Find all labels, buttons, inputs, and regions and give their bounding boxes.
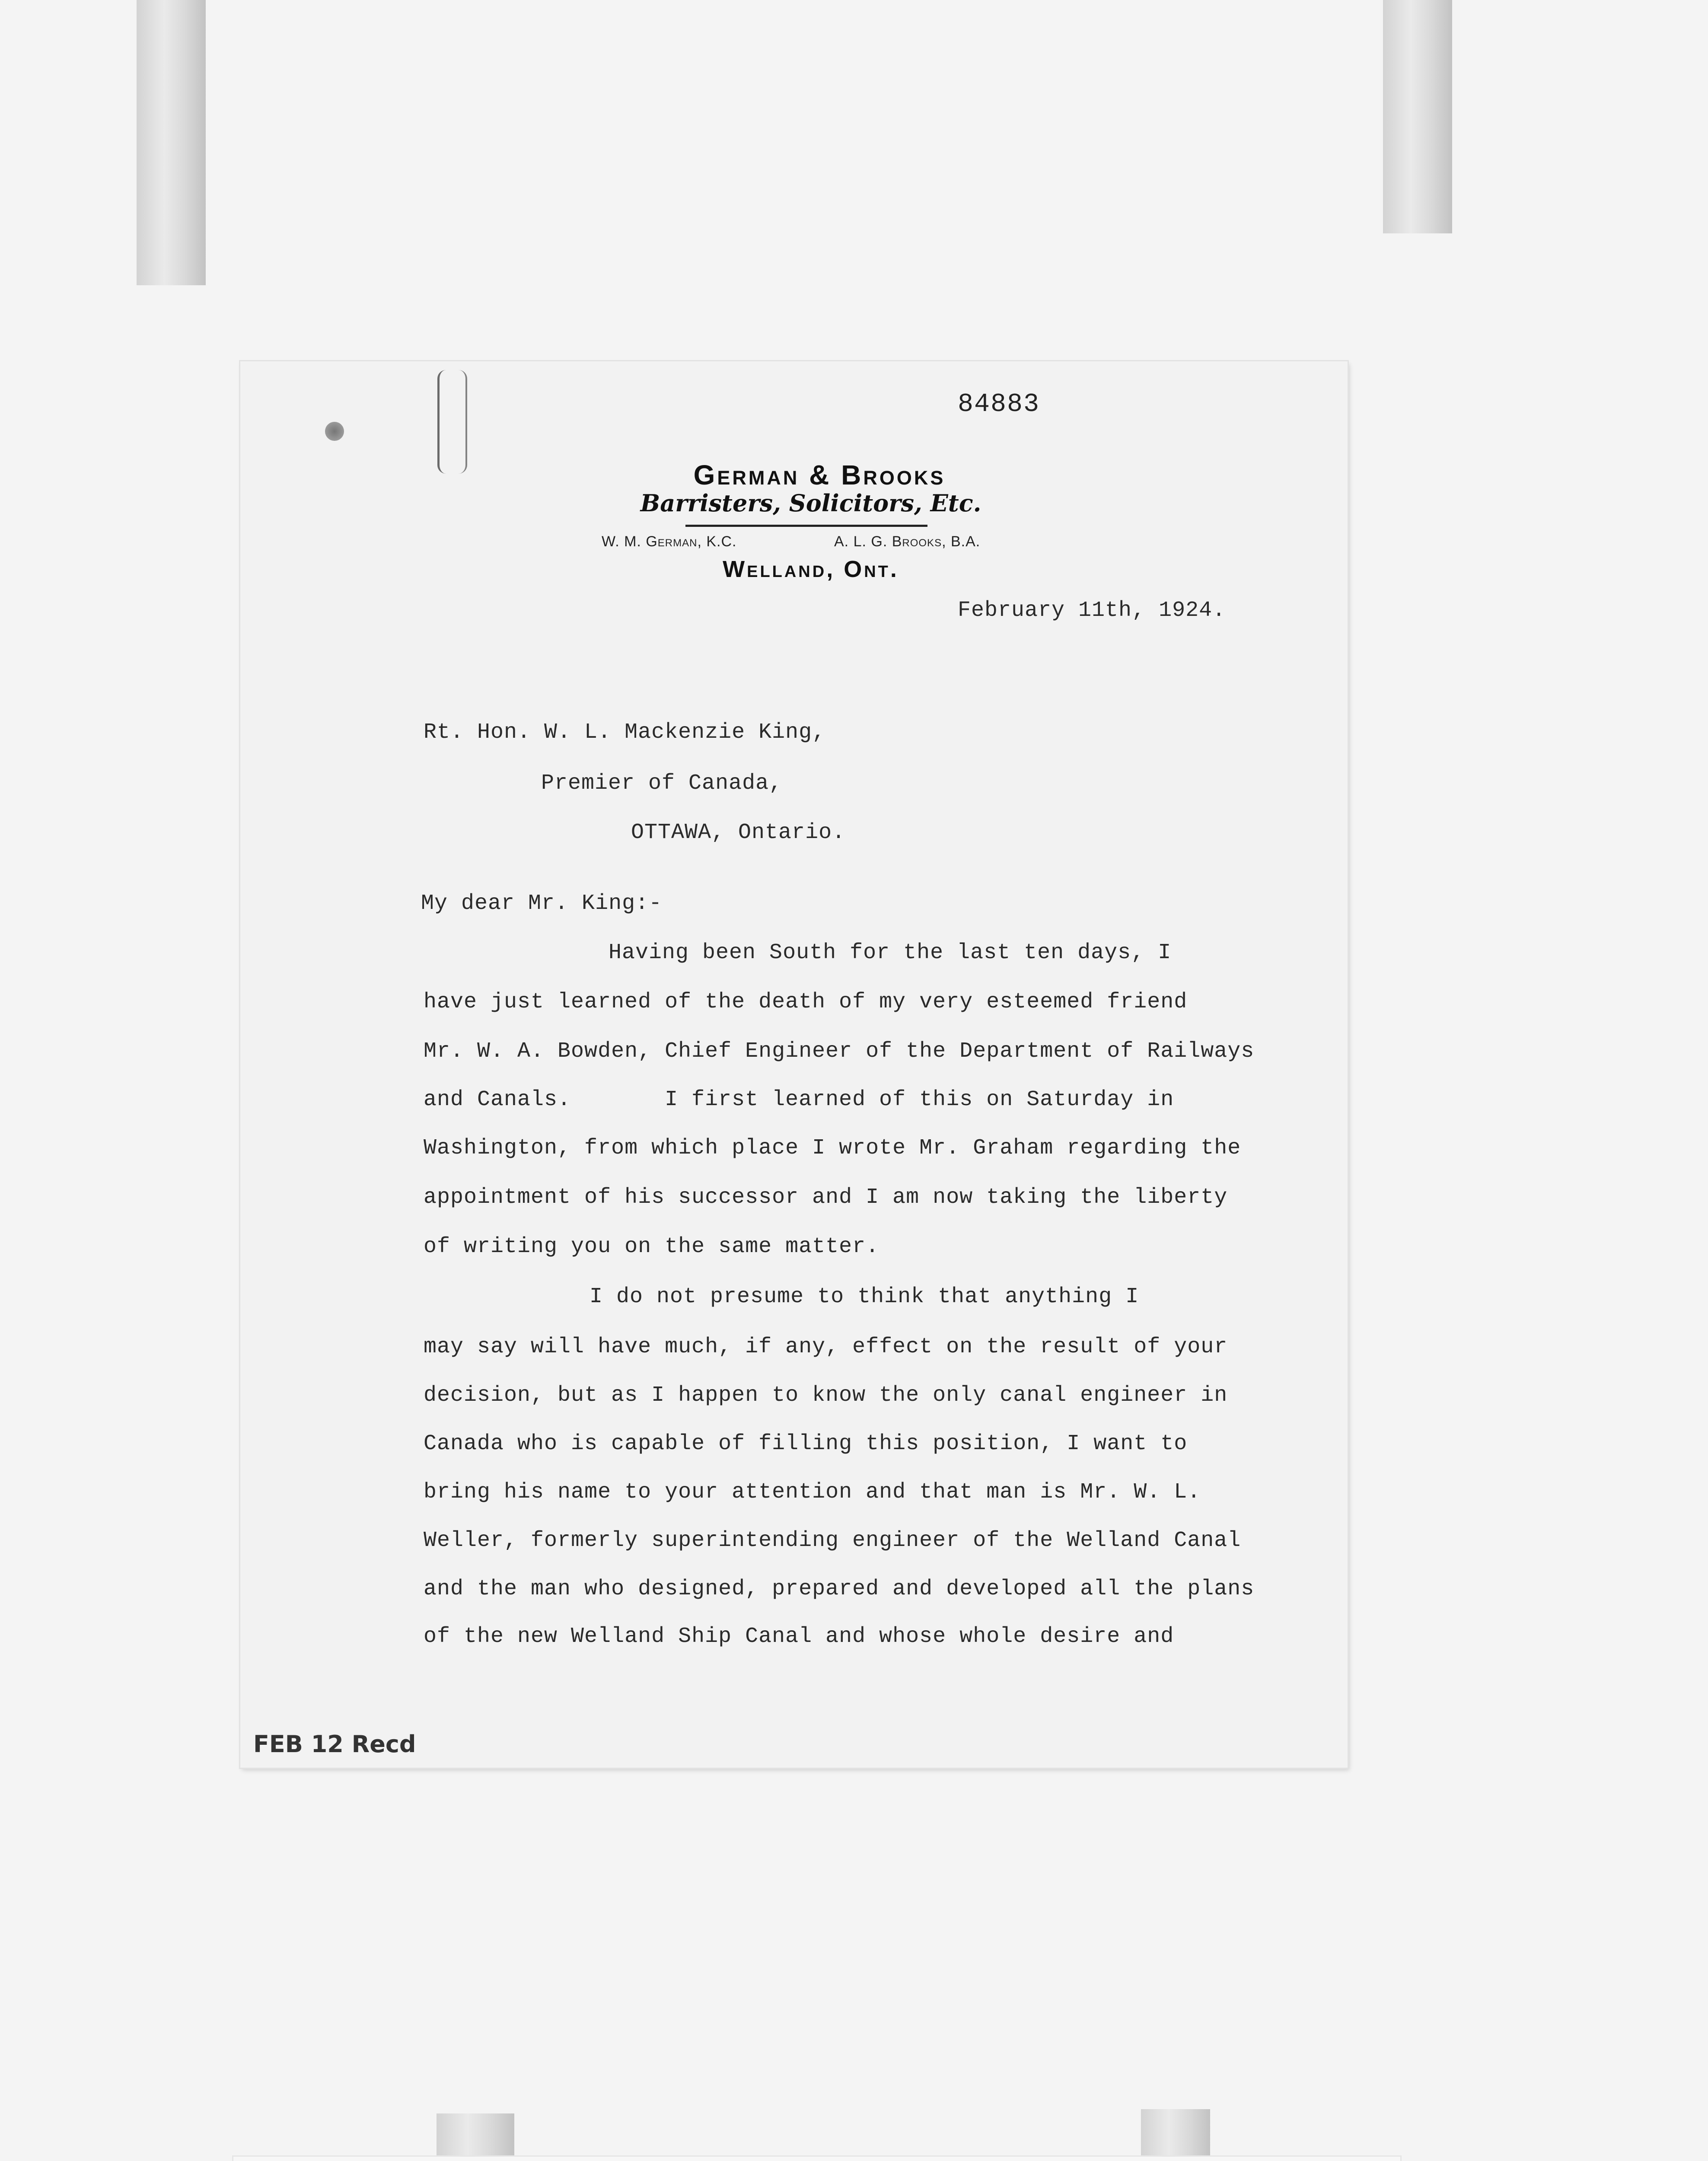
tape-top-right — [1383, 0, 1452, 233]
body-line: and the man who designed, prepared and developed all the plans — [424, 1577, 1255, 1601]
body-line: Weller, formerly superintending engineer of the Welland Canal — [424, 1528, 1241, 1553]
tape-top-left — [137, 0, 206, 285]
body-line: have just learned of the death of my very esteemed friend — [424, 990, 1188, 1014]
body-line: decision, but as I happen to know the only canal engineer in — [424, 1383, 1228, 1408]
archive-card — [233, 2157, 1400, 2161]
body-line: may say will have much, if any, effect on the result of your — [424, 1335, 1228, 1359]
body-line: bring his name to your attention and that man is Mr. W. L. — [424, 1480, 1201, 1504]
received-stamp: FEB 12 Recd — [253, 1731, 416, 1758]
letterhead-profession: Barristers, Solicitors, Etc. — [640, 489, 981, 517]
letterhead-partner-right: A. L. G. Brooks, B.A. — [834, 533, 981, 550]
letter-date: February 11th, 1924. — [958, 598, 1226, 623]
tape-bottom-mid-right — [1141, 2109, 1210, 2161]
letterhead-partner-left: W. M. German, K.C. — [602, 533, 737, 550]
address-line: Rt. Hon. W. L. Mackenzie King, — [424, 720, 826, 745]
letterhead-city: Welland, Ont. — [723, 556, 899, 582]
address-line: Premier of Canada, — [541, 771, 783, 796]
punch-hole — [325, 422, 344, 441]
body-line: of the new Welland Ship Canal and whose whole desire and — [424, 1624, 1174, 1649]
body-line: appointment of his successor and I am now taking the liberty — [424, 1185, 1228, 1210]
body-line: Washington, from which place I wrote Mr. Graham regarding the — [424, 1136, 1241, 1160]
letterhead-rule — [685, 525, 927, 527]
tape-bottom-mid — [437, 2113, 514, 2161]
document-number: 84883 — [958, 390, 1040, 419]
body-line: of writing you on the same matter. — [424, 1234, 879, 1259]
address-line: OTTAWA, Ontario. — [631, 820, 846, 845]
letter-page — [240, 361, 1348, 1768]
body-line: and Canals. I first learned of this on Saturday in — [424, 1087, 1174, 1112]
letterhead-firm: German & Brooks — [693, 459, 946, 491]
salutation: My dear Mr. King:- — [421, 891, 663, 916]
body-line: Having been South for the last ten days, I — [609, 940, 1172, 965]
paper-clip-mark — [437, 370, 467, 474]
body-line: Canada who is capable of filling this position, I want to — [424, 1431, 1188, 1456]
body-line: Mr. W. A. Bowden, Chief Engineer of the Department of Railways — [424, 1039, 1255, 1064]
body-line: I do not presume to think that anything I — [590, 1284, 1139, 1309]
